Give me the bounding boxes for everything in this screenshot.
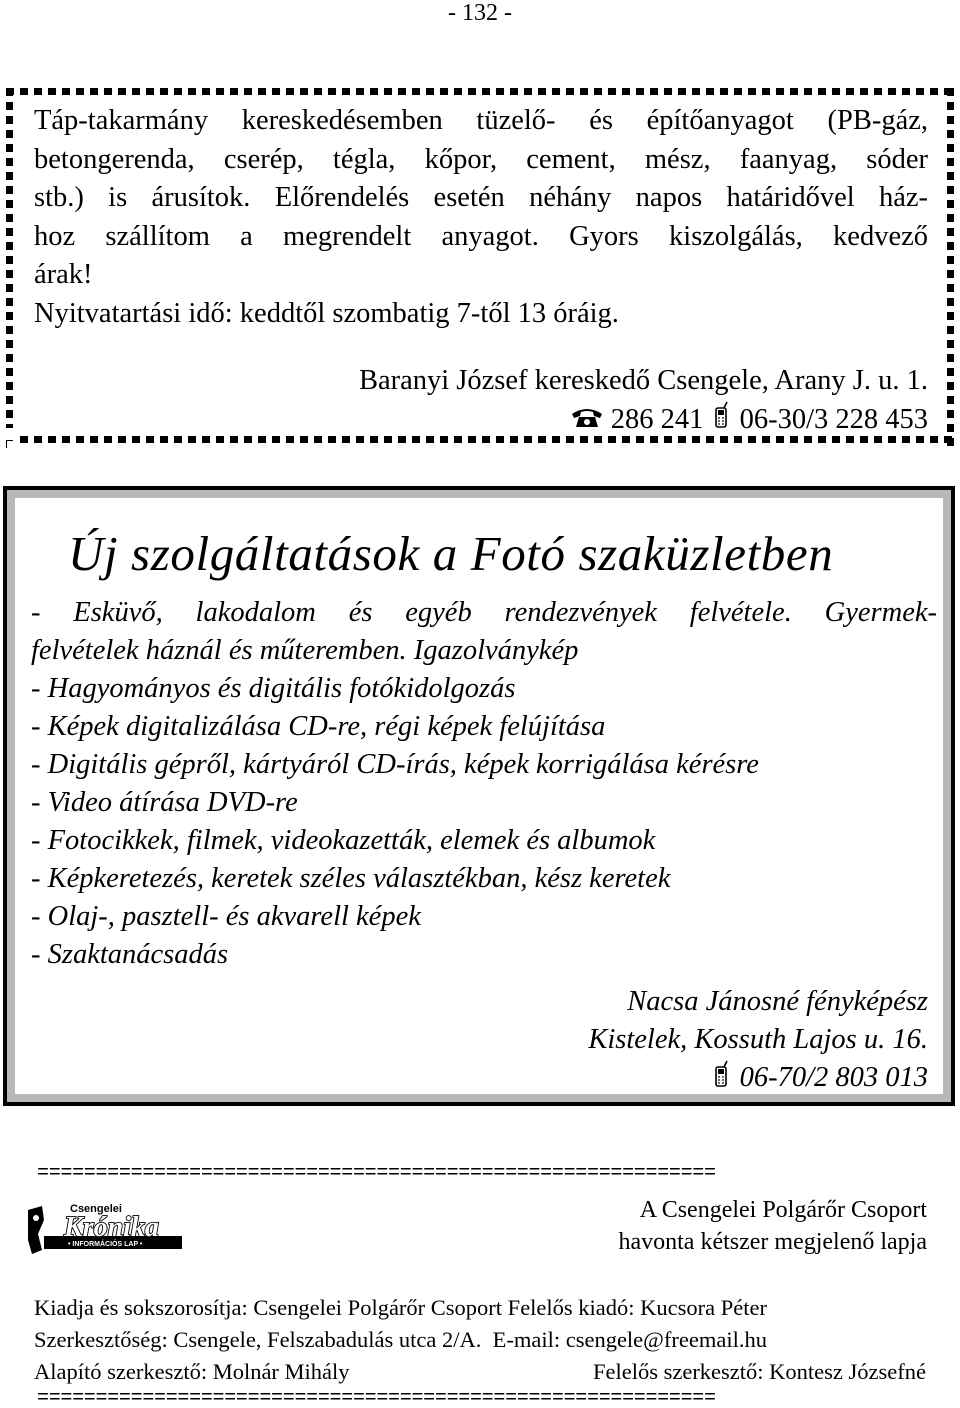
publisher-line: havonta kétszer megjelenő lapja <box>618 1229 927 1255</box>
ad2-service-item: - Fotocikkek, filmek, videokazetták, elemek és albumok <box>31 825 656 856</box>
imprint <box>34 1292 926 1388</box>
ad2-title: Új szolgáltatások a Fotó szaküzletben <box>68 526 834 581</box>
ad2-contact <box>588 1059 928 1099</box>
imprint-editors <box>34 1356 926 1388</box>
ad2-service-item: - Képkeretezés, keretek széles választékban, kész keretek <box>31 863 671 894</box>
kronika-logo <box>24 1200 184 1260</box>
ad1-line: stb.) is árusítok. Előrendelés esetén néhány napos határidővel ház- <box>34 182 928 213</box>
mobile-phone-icon <box>710 1060 732 1099</box>
ad2-address: Kistelek, Kossuth Lajos u. 16. <box>588 1024 928 1055</box>
ad2-service-item: - Olaj-, pasztell- és akvarell képek <box>31 901 421 932</box>
ad1-line: árak! <box>34 259 93 290</box>
border-corner-mark <box>6 440 13 448</box>
logo-main-text: Krónika <box>64 1212 159 1243</box>
mobile-phone-icon <box>710 401 732 441</box>
publisher-block <box>618 1194 927 1258</box>
ad1-line: betongerenda, cserép, tégla, kőpor, cement, mész, faanyag, sóder <box>34 143 928 175</box>
logo-top-text: Csengelei <box>70 1203 122 1215</box>
ad2-service-item: - Szaktanácsadás <box>31 939 229 970</box>
building-materials-ad <box>6 88 954 450</box>
page-number: - 132 - <box>448 0 512 26</box>
ad1-hours: Nyitvatartási idő: keddtől szombatig 7-től 13 óráig. <box>34 297 619 329</box>
ad1-mobile: 06-30/3 228 453 <box>739 403 928 435</box>
footer-rule-top: ========================================================== <box>37 1167 716 1181</box>
ad1-line: hoz szállítom a megrendelt anyagot. Gyors kiszolgálás, kedvező <box>34 220 928 252</box>
ad2-panel <box>15 498 943 1094</box>
ad1-contacts <box>359 401 928 441</box>
founder-editor: Alapító szerkesztő: Molnár Mihály <box>34 1359 350 1384</box>
ad2-frame <box>7 490 951 1102</box>
ad2-signature-block <box>588 983 928 1099</box>
telephone-icon <box>570 402 604 441</box>
ad2-mobile: 06-70/2 803 013 <box>739 1062 928 1093</box>
ad1-text <box>34 102 928 333</box>
responsible-editor: Felelős szerkesztő: Kontesz Józsefné <box>592 1359 926 1384</box>
footer-rule-bottom: ========================================================== <box>37 1392 716 1406</box>
ad2-service-item: - Képek digitalizálása CD-re, régi képek felújítása <box>31 711 606 742</box>
imprint-line: Szerkesztőség: Csengele, Felszabadulás utca 2/A. E-mail: csengele@freemail.hu <box>34 1327 767 1352</box>
ad2-service-item-line: - Esküvő, lakodalom és egyéb rendezvények felvétele. Gyermek- <box>31 597 937 628</box>
logo-sub-text: • INFORMÁCIÓS LAP • <box>68 1241 143 1248</box>
ad1-signature-block <box>359 362 928 441</box>
ad2-service-item: - Hagyományos és digitális fotókidolgozás <box>31 673 516 704</box>
ad2-service-list <box>31 594 937 974</box>
photo-shop-ad <box>3 486 955 1106</box>
ad2-service-item-line: felvételek háznál és műteremben. Igazolványkép <box>31 635 579 666</box>
ad2-service-item <box>31 594 937 670</box>
ad1-line: Táp-takarmány kereskedésemben tüzelő- és építőanyagot (PB-gáz, <box>34 105 928 136</box>
ad2-name: Nacsa Jánosné fényképész <box>627 986 928 1017</box>
dashed-border-right <box>947 88 954 450</box>
publisher-line: A Csengelei Polgárőr Csoport <box>639 1197 927 1223</box>
ad1-signature: Baranyi József kereskedő Csengele, Arany J. u. 1. <box>358 365 928 396</box>
ad1-phone: 286 241 <box>610 403 704 435</box>
ad2-service-item: - Video átírása DVD-re <box>31 787 298 818</box>
dashed-border-left <box>6 88 13 428</box>
ad2-service-item: - Digitális gépről, kártyáról CD-írás, képek korrigálása kérésre <box>31 749 759 780</box>
dashed-border-top <box>6 88 954 95</box>
imprint-line: Kiadja és sokszorosítja: Csengelei Polgárőr Csoport Felelős kiadó: Kucsora Péter <box>34 1295 767 1320</box>
